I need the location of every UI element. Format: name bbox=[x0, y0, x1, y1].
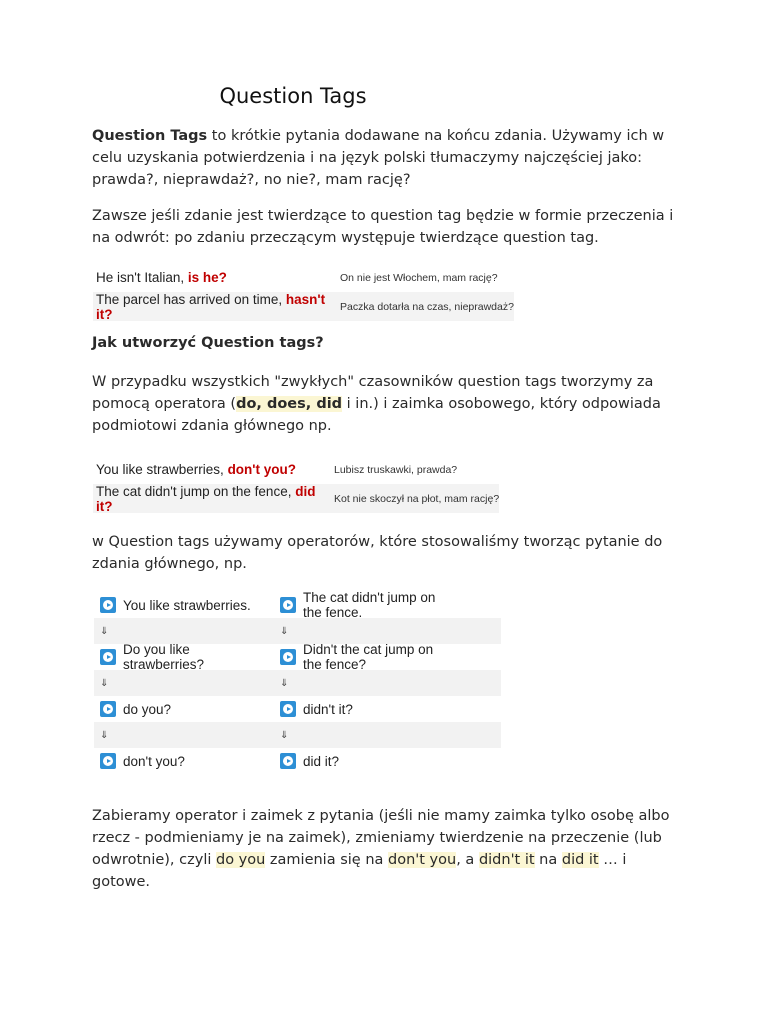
audio-row bbox=[94, 748, 501, 774]
arrow-row bbox=[94, 722, 501, 748]
example-sentence bbox=[93, 462, 328, 477]
final-text-5: … i gotowe. bbox=[92, 852, 627, 890]
grid-cell-right bbox=[274, 753, 454, 769]
page-title: Question Tags bbox=[219, 84, 367, 108]
how-operators-highlight: do, does, did bbox=[236, 396, 343, 412]
play-audio-icon[interactable] bbox=[280, 649, 296, 665]
example-sentence bbox=[93, 292, 334, 322]
sentence-text: The parcel has arrived on time, bbox=[96, 291, 286, 307]
intro-bold-term: Question Tags bbox=[92, 128, 208, 144]
audio-row bbox=[94, 644, 501, 670]
audio-sentence: didn't it? bbox=[303, 701, 353, 717]
down-arrow-icon: ⇓ bbox=[280, 625, 289, 637]
question-tag: hasn't it? bbox=[96, 291, 326, 322]
down-arrow-icon: ⇓ bbox=[100, 729, 109, 741]
example-sentence bbox=[93, 270, 334, 285]
grid-cell-left bbox=[94, 730, 274, 741]
grid-cell-left bbox=[94, 701, 274, 717]
audio-sentence: do you? bbox=[123, 701, 172, 717]
audio-row bbox=[94, 592, 501, 618]
operators-paragraph: w Question tags używamy operatorów, które stosowaliśmy tworząc pytanie do zdania głównego, np. bbox=[92, 534, 663, 572]
final-text-2: zamienia się na bbox=[265, 852, 389, 868]
intro-text: to krótkie pytania dodawane na końcu zdania. Używamy ich w celu uzyskania potwierdzenia i na język polski tłumaczymy najczęściej jako: prawda?, nieprawdaż?, no nie?, mam rację? bbox=[92, 128, 665, 188]
grid-cell-left bbox=[94, 626, 274, 637]
play-audio-icon[interactable] bbox=[280, 701, 296, 717]
grid-cell-left bbox=[94, 597, 274, 613]
audio-sentence: did it? bbox=[303, 753, 340, 769]
grid-cell-left bbox=[94, 678, 274, 689]
grid-cell-right bbox=[274, 590, 454, 620]
how-paragraph bbox=[92, 371, 678, 437]
example-translation: Paczka dotarła na czas, nieprawdaż? bbox=[340, 300, 514, 313]
grid-cell-left bbox=[94, 642, 274, 672]
final-text-4: na bbox=[534, 852, 562, 868]
final-highlight-4: did it bbox=[561, 852, 599, 868]
arrow-row bbox=[94, 670, 501, 696]
example-table-2 bbox=[93, 455, 499, 513]
audio-sentence: don't you? bbox=[123, 753, 185, 769]
grid-cell-right bbox=[274, 730, 454, 741]
final-highlight-1: do you bbox=[215, 852, 266, 868]
example-row bbox=[93, 484, 499, 513]
audio-row bbox=[94, 696, 501, 722]
audio-sentence: Do you like strawberries? bbox=[123, 642, 205, 672]
sentence-text: The cat didn't jump on the fence, bbox=[96, 483, 296, 499]
play-audio-icon[interactable] bbox=[100, 753, 116, 769]
how-text-2: i in.) i zaimka osobowego, który odpowiada podmiotowi zdania głównego np. bbox=[92, 396, 661, 434]
grid-cell-right bbox=[274, 626, 454, 637]
question-tag: did it? bbox=[96, 483, 316, 514]
example-translation: On nie jest Włochem, mam rację? bbox=[340, 271, 498, 284]
question-tag: don't you? bbox=[227, 462, 297, 477]
audio-sentence: Didn't the cat jump on the fence? bbox=[303, 642, 434, 672]
example-row bbox=[93, 263, 514, 292]
play-audio-icon[interactable] bbox=[280, 597, 296, 613]
arrow-row bbox=[94, 618, 501, 644]
play-audio-icon[interactable] bbox=[100, 649, 116, 665]
final-highlight-3: didn't it bbox=[478, 852, 535, 868]
down-arrow-icon: ⇓ bbox=[100, 625, 109, 637]
final-text-3: , a bbox=[456, 852, 479, 868]
example-row bbox=[93, 292, 514, 321]
audio-sentence: The cat didn't jump on the fence. bbox=[303, 590, 436, 620]
play-audio-icon[interactable] bbox=[100, 701, 116, 717]
down-arrow-icon: ⇓ bbox=[100, 677, 109, 689]
question-tag: is he? bbox=[187, 270, 227, 285]
down-arrow-icon: ⇓ bbox=[280, 729, 289, 741]
rule-paragraph: Zawsze jeśli zdanie jest twierdzące to question tag będzie w formie przeczenia i na odwrót: po zdaniu przeczącym występuje twierdzące question tag. bbox=[92, 208, 674, 246]
grid-cell-left bbox=[94, 753, 274, 769]
grid-cell-right bbox=[274, 701, 454, 717]
how-heading: Jak utworzyć Question tags? bbox=[92, 335, 324, 351]
example-table-1 bbox=[93, 263, 514, 321]
sentence-text: He isn't Italian, bbox=[96, 270, 188, 285]
example-translation: Kot nie skoczył na płot, mam rację? bbox=[334, 492, 500, 505]
intro-paragraph bbox=[92, 125, 678, 191]
example-translation: Lubisz truskawki, prawda? bbox=[334, 463, 458, 476]
sentence-text: You like strawberries, bbox=[96, 462, 228, 477]
play-audio-icon[interactable] bbox=[100, 597, 116, 613]
down-arrow-icon: ⇓ bbox=[280, 677, 289, 689]
play-audio-icon[interactable] bbox=[280, 753, 296, 769]
how-text-1: W przypadku wszystkich "zwykłych" czasowników question tags tworzymy za pomocą operatora ( bbox=[92, 374, 654, 412]
final-paragraph bbox=[92, 805, 678, 893]
example-row bbox=[93, 455, 499, 484]
audio-sentence: You like strawberries. bbox=[123, 597, 251, 613]
grid-cell-right bbox=[274, 642, 454, 672]
final-highlight-2: don't you bbox=[388, 852, 457, 868]
audio-examples-grid bbox=[94, 592, 501, 774]
final-text-1: Zabieramy operator i zaimek z pytania (jeśli nie mamy zaimka tylko osobę albo rzecz - podmieniamy je na zaimek), zmieniamy twierdzenie na przeczenie (lub odwrotnie), czyli bbox=[92, 808, 670, 868]
grid-cell-right bbox=[274, 678, 454, 689]
example-sentence bbox=[93, 484, 328, 514]
